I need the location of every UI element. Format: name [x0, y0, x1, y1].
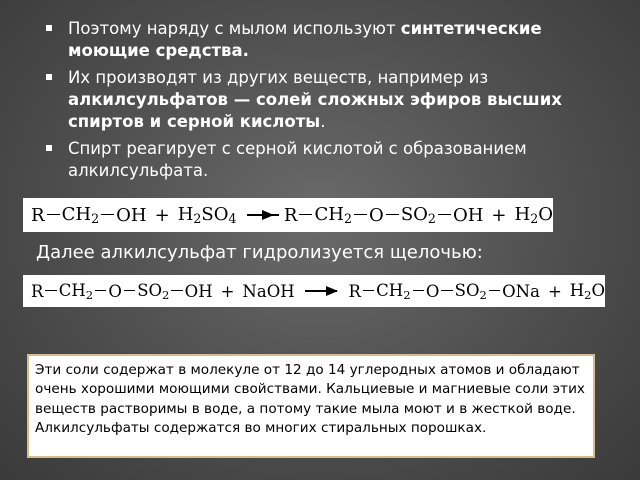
eq2-bond [363, 290, 374, 291]
eq2-r2: R [348, 281, 361, 301]
bullet-item-1 [42, 18, 602, 62]
eq2-ch2: $CH_2$ [58, 280, 94, 302]
bullet-item-3 [42, 138, 602, 182]
bullet-2-bold: алкилсульфатов — солей сложных эфиров высших спиртов и серной кислоты [68, 90, 562, 131]
eq2-o: O [108, 281, 122, 301]
eq1-ch2b: $CH_2$ [314, 203, 352, 227]
eq1-so2: $SO_2$ [400, 203, 436, 227]
eq1-bond [386, 214, 399, 215]
eq1-bond [438, 214, 451, 215]
eq2-bond [489, 290, 500, 291]
eq2-ch2b: $CH_2$ [376, 280, 411, 302]
eq1-bond [101, 214, 114, 215]
eq1-r2: R [283, 204, 298, 226]
eq2-bond [45, 290, 56, 291]
eq1-oh2: OH [452, 204, 484, 226]
eq1-o: O [369, 204, 384, 226]
eq1-bond [354, 214, 367, 215]
bullet-2-text: Их производят из других веществ, например из [68, 68, 489, 87]
eq2-plus2: + [547, 281, 562, 301]
eq2-bond [95, 290, 106, 291]
eq2-ona: ONa [502, 281, 540, 301]
reaction-arrow-icon [305, 286, 339, 296]
eq2-so2b: $SO_2$ [454, 280, 487, 302]
eq2-bond [413, 290, 424, 291]
eq1-h2so4: $H_2SO_4$ [177, 203, 237, 227]
eq2-plus: + [220, 281, 235, 301]
eq2-naoh: NaOH [242, 281, 295, 301]
eq1-plus: + [154, 204, 170, 226]
eq1-r: R [31, 204, 45, 226]
eq2-oh: OH [184, 281, 213, 301]
bullet-list [42, 18, 602, 187]
eq2-bond [441, 290, 452, 291]
eq2-o2: O [425, 281, 440, 301]
bullet-3-text: Спирт реагирует с серной кислотой с образованием алкилсульфата. [68, 139, 527, 180]
eq2-so2: $SO_2$ [137, 280, 170, 302]
bullet-item-2 [42, 67, 602, 133]
eq2-h2o: $H_2O$ [569, 280, 606, 302]
eq1-bond [299, 214, 312, 215]
bullet-2-after: . [320, 112, 326, 131]
bullet-1-text: Поэтому наряду с мылом используют [68, 19, 401, 38]
eq1-plus2: + [491, 204, 507, 226]
eq2-r: R [31, 281, 44, 301]
eq1-ch2: $CH_2$ [61, 203, 100, 227]
eq2-bond [171, 290, 182, 291]
eq1-oh: OH [116, 204, 147, 226]
bullet-1-bold: синтетические моющие средства. [68, 19, 542, 60]
hydrolysis-heading: Далее алкилсульфат гидролизуется щелочью: [36, 242, 483, 263]
eq1-bond [47, 214, 60, 215]
eq2-bond [124, 290, 135, 291]
eq1-h2o: $H_2O$ [514, 203, 553, 227]
equation-hydrolysis [23, 275, 605, 307]
note-box: Эти соли содержат в молекуле от 12 до 14 углеродных атомов и обладают очень хорошими моющими свойствами. Кальциевые и магниевые соли этих веществ растворимы в воде, а потому такие мыла моют и в жесткой воде. Алкилсульфаты содержатся во многих стиральных порошках. [27, 354, 595, 458]
equation-sulfation [23, 198, 553, 232]
reaction-arrow-icon [247, 210, 274, 220]
